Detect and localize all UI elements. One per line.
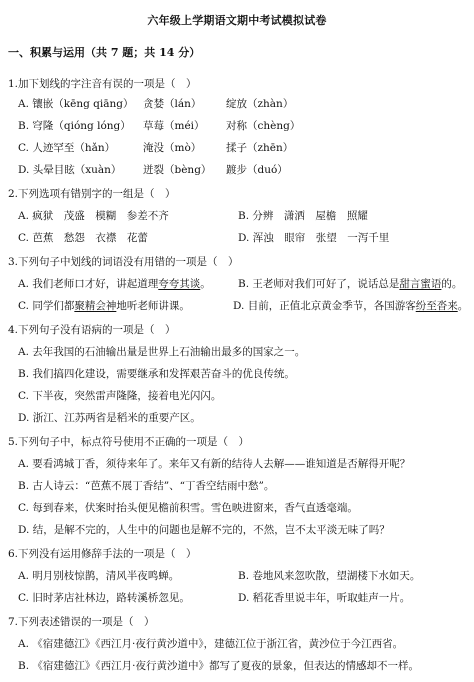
q5-option-d: D. 结，是解不完的，人生中的问题也是解不完的，不然，岂不太平淡无味了吗？ xyxy=(18,524,390,536)
q1-option-a-2: 贪婪（lán） xyxy=(143,98,202,110)
q4-option-a: A. 去年我国的石油输出量是世界上石油输出最多的国家之一。 xyxy=(18,346,306,358)
q3-b-underlined: 甜言蜜语 xyxy=(399,278,442,290)
question-1-stem: 1.加下划线的字注音有误的一项是（ ） xyxy=(8,78,197,90)
q2-option-a: A. 疯狱 茂盛 模糊 参差不齐 xyxy=(18,210,169,222)
q3-d-underlined: 纷至沓来 xyxy=(415,300,458,312)
q6-option-d: D. 稻花香里说丰年，听取蛙声一片。 xyxy=(238,592,411,604)
q5-option-a: A. 要看鸿城丁香，须待来年了。来年又有新的结待人去解——谁知道是否解得开呢？ xyxy=(18,458,411,470)
q2-option-b: B. 分辨 潇洒 屋檐 照耀 xyxy=(238,210,368,222)
q1-option-c: C. 人迹罕至（hǎn） xyxy=(18,142,116,154)
q7-option-b: B. 《宿建德江》《西江月·夜行黄沙道中》都写了夏夜的景象，但表达的情感却不一样。 xyxy=(18,660,419,672)
q4-option-d: D. 浙江、江苏两省是稻米的重要产区。 xyxy=(18,412,201,424)
page-title: 六年级上学期语文期中考试模拟试卷 xyxy=(147,14,327,27)
q2-option-d: D. 浑浊 眼帘 张望 一泻千里 xyxy=(238,232,390,244)
q1-option-a-3: 绽放（zhàn） xyxy=(226,98,294,110)
q1-option-b-3: 对称（chèng） xyxy=(226,120,301,132)
q2-option-c: C. 芭蕉 愁怨 衣襟 花蕾 xyxy=(18,232,148,244)
q7-option-a: A. 《宿建德江》《西江月·夜行黄沙道中》，建德江位于浙江省，黄沙位于今江西省。 xyxy=(18,638,404,650)
q3-a-underlined: 夸夸其谈 xyxy=(158,278,201,290)
q5-option-b: B. 古人诗云：“芭蕉不展丁香结”、“丁香空结雨中愁”。 xyxy=(18,480,275,492)
question-7-stem: 7.下列表述错误的一项是（ ） xyxy=(8,616,155,628)
q1-option-a: A. 镶嵌（kēng qiāng） xyxy=(18,98,134,110)
q5-option-c: C. 每到春来，伏案时抬头便见檐前积雪。雪色映进窗来，香气直透毫端。 xyxy=(18,502,358,514)
q3-option-a: A. 我们老师口才好，讲起道理夸夸其谈。 xyxy=(18,278,211,290)
question-4-stem: 4.下列句子没有语病的一项是（ ） xyxy=(8,324,176,336)
question-5-stem: 5.下列句子中，标点符号使用不正确的一项是（ ） xyxy=(8,436,250,448)
q6-option-b: B. 卷地风来忽吹散，望湖楼下水如天。 xyxy=(238,570,421,582)
q4-option-c: C. 下半夜，突然雷声隆隆，接着电光闪闪。 xyxy=(18,390,222,402)
q3-option-c: C. 同学们都聚精会神地听老师讲课。 xyxy=(18,300,190,312)
q6-option-a: A. 明月别枝惊鹊，清风半夜鸣蝉。 xyxy=(18,570,180,582)
q1-option-d-3: 踱步（duó） xyxy=(226,164,288,176)
question-6-stem: 6.下列没有运用修辞手法的一项是（ ） xyxy=(8,548,197,560)
q3-c-underlined: 聚精会神 xyxy=(74,300,117,312)
q3-option-b: B. 王老师对我们可好了，说话总是甜言蜜语的。 xyxy=(238,278,463,290)
q1-option-b-2: 草莓（méi） xyxy=(143,120,205,132)
question-3-stem: 3.下列句子中划线的词语没有用错的一项是（ ） xyxy=(8,256,239,268)
section-heading: 一、积累与运用（共 7 题；共 14 分） xyxy=(8,46,201,59)
q1-option-c-3: 揉子（zhēn） xyxy=(226,142,294,154)
q6-option-c: C. 旧时茅店社林边，路转溪桥忽见。 xyxy=(18,592,190,604)
question-2-stem: 2.下列选项有错别字的一组是（ ） xyxy=(8,188,176,200)
q1-option-d-2: 迸裂（bèng） xyxy=(143,164,212,176)
q1-option-d: D. 头晕目眩（xuàn） xyxy=(18,164,122,176)
q1-option-c-2: 淹没（mò） xyxy=(143,142,202,154)
q3-option-d: D. 目前，正值北京黄金季节，各国游客纷至沓来。 xyxy=(233,300,469,312)
q4-option-b: B. 我们搞四化建设，需要继承和发挥艰苦奋斗的优良传统。 xyxy=(18,368,295,380)
q1-option-b: B. 穹隆（qióng lóng） xyxy=(18,120,131,132)
